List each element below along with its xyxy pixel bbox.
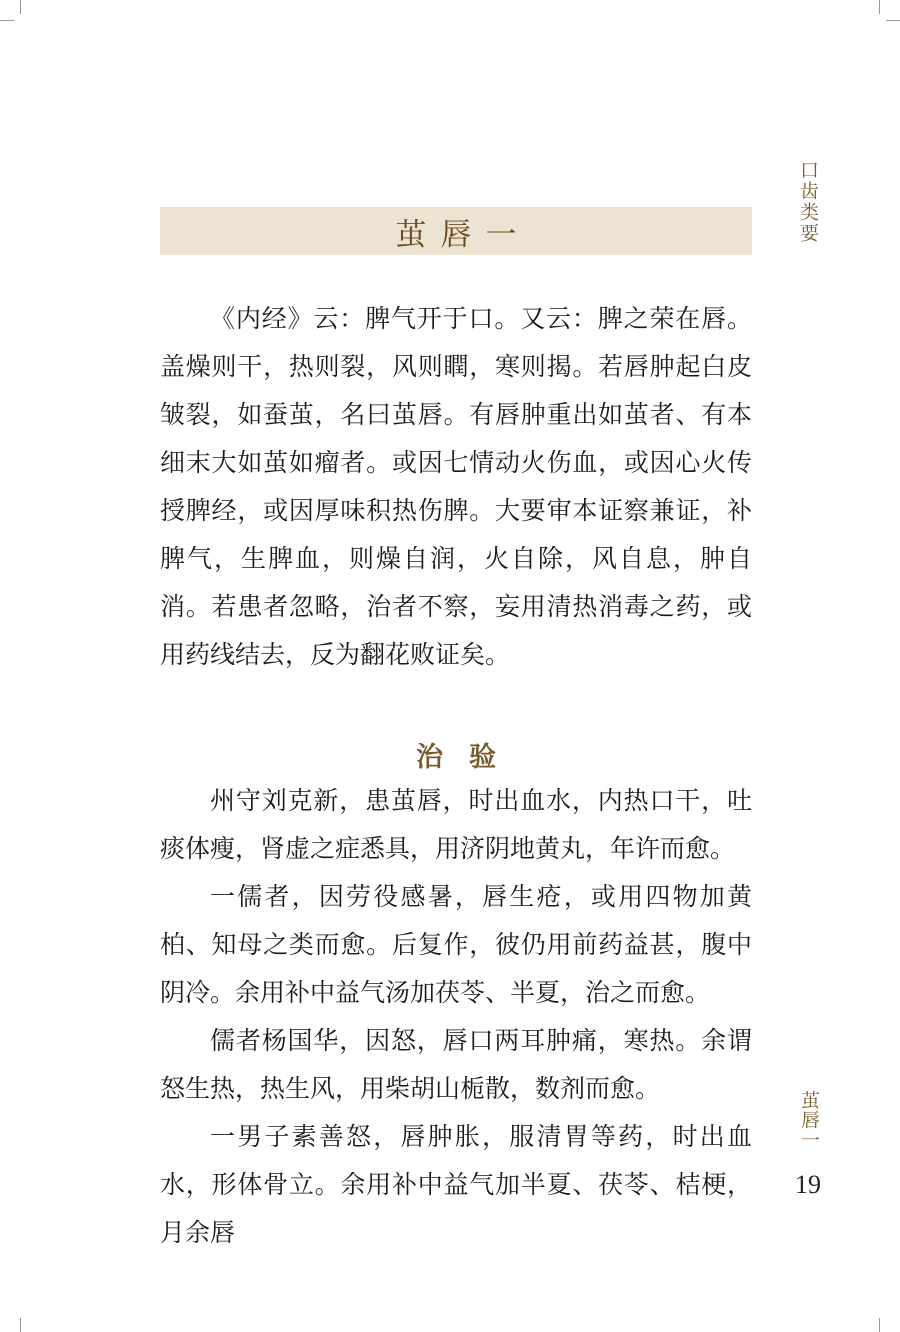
page-number: 19 [795, 1170, 821, 1199]
crop-mark-top-right [879, 0, 880, 14]
title-band [160, 207, 752, 255]
crop-mark-bottom-left [20, 1318, 21, 1332]
running-header: 口齿类要 [797, 160, 819, 244]
crop-mark-bottom-right [879, 1318, 880, 1332]
crop-mark-top-right-horizontal [886, 20, 900, 21]
case-list [160, 777, 752, 1257]
crop-mark-top-left-horizontal [0, 20, 14, 21]
crop-mark-top-left [20, 0, 21, 14]
intro-paragraph: 《内经》云：脾气开于口。又云：脾之荣在唇。盖燥则干，热则裂，风则瞤，寒则揭。若唇肿起白皮皱裂，如蚕茧，名曰茧唇。有唇肿重出如茧者、有本细末大如茧如瘤者。或因七情动火伤血，或因心火传授脾经，或因厚味积热伤脾。大要审本证察兼证，补脾气，生脾血，则燥自润，火自除，风自息，肿自消。若患者忽略，治者不察，妄用清热消毒之药，或用药线结去，反为翻花败证矣。 [160, 304, 752, 669]
section-title: 茧唇一 [395, 216, 531, 253]
case-paragraph: 州守刘克新，患茧唇，时出血水，内热口干，吐痰体瘦，肾虚之症悉具，用济阴地黄丸，年许而愈。 [160, 786, 752, 863]
subheading: 治验 [416, 742, 522, 773]
case-paragraph: 一男子素善怒，唇肿胀，服清胃等药，时出血水，形体骨立。余用补中益气加半夏、茯苓、桔梗，月余唇 [160, 1122, 752, 1247]
case-paragraph: 儒者杨国华，因怒，唇口两耳肿痛，寒热。余谓怒生热，热生风，用柴胡山栀散，数剂而愈。 [160, 1026, 752, 1103]
intro-text [160, 295, 752, 679]
running-section-title: 茧唇一 [798, 1090, 820, 1150]
case-paragraph: 一儒者，因劳役感暑，唇生疮，或用四物加黄柏、知母之类而愈。后复作，彼仍用前药益甚，腹中阴冷。余用补中益气汤加茯苓、半夏，治之而愈。 [160, 882, 752, 1007]
